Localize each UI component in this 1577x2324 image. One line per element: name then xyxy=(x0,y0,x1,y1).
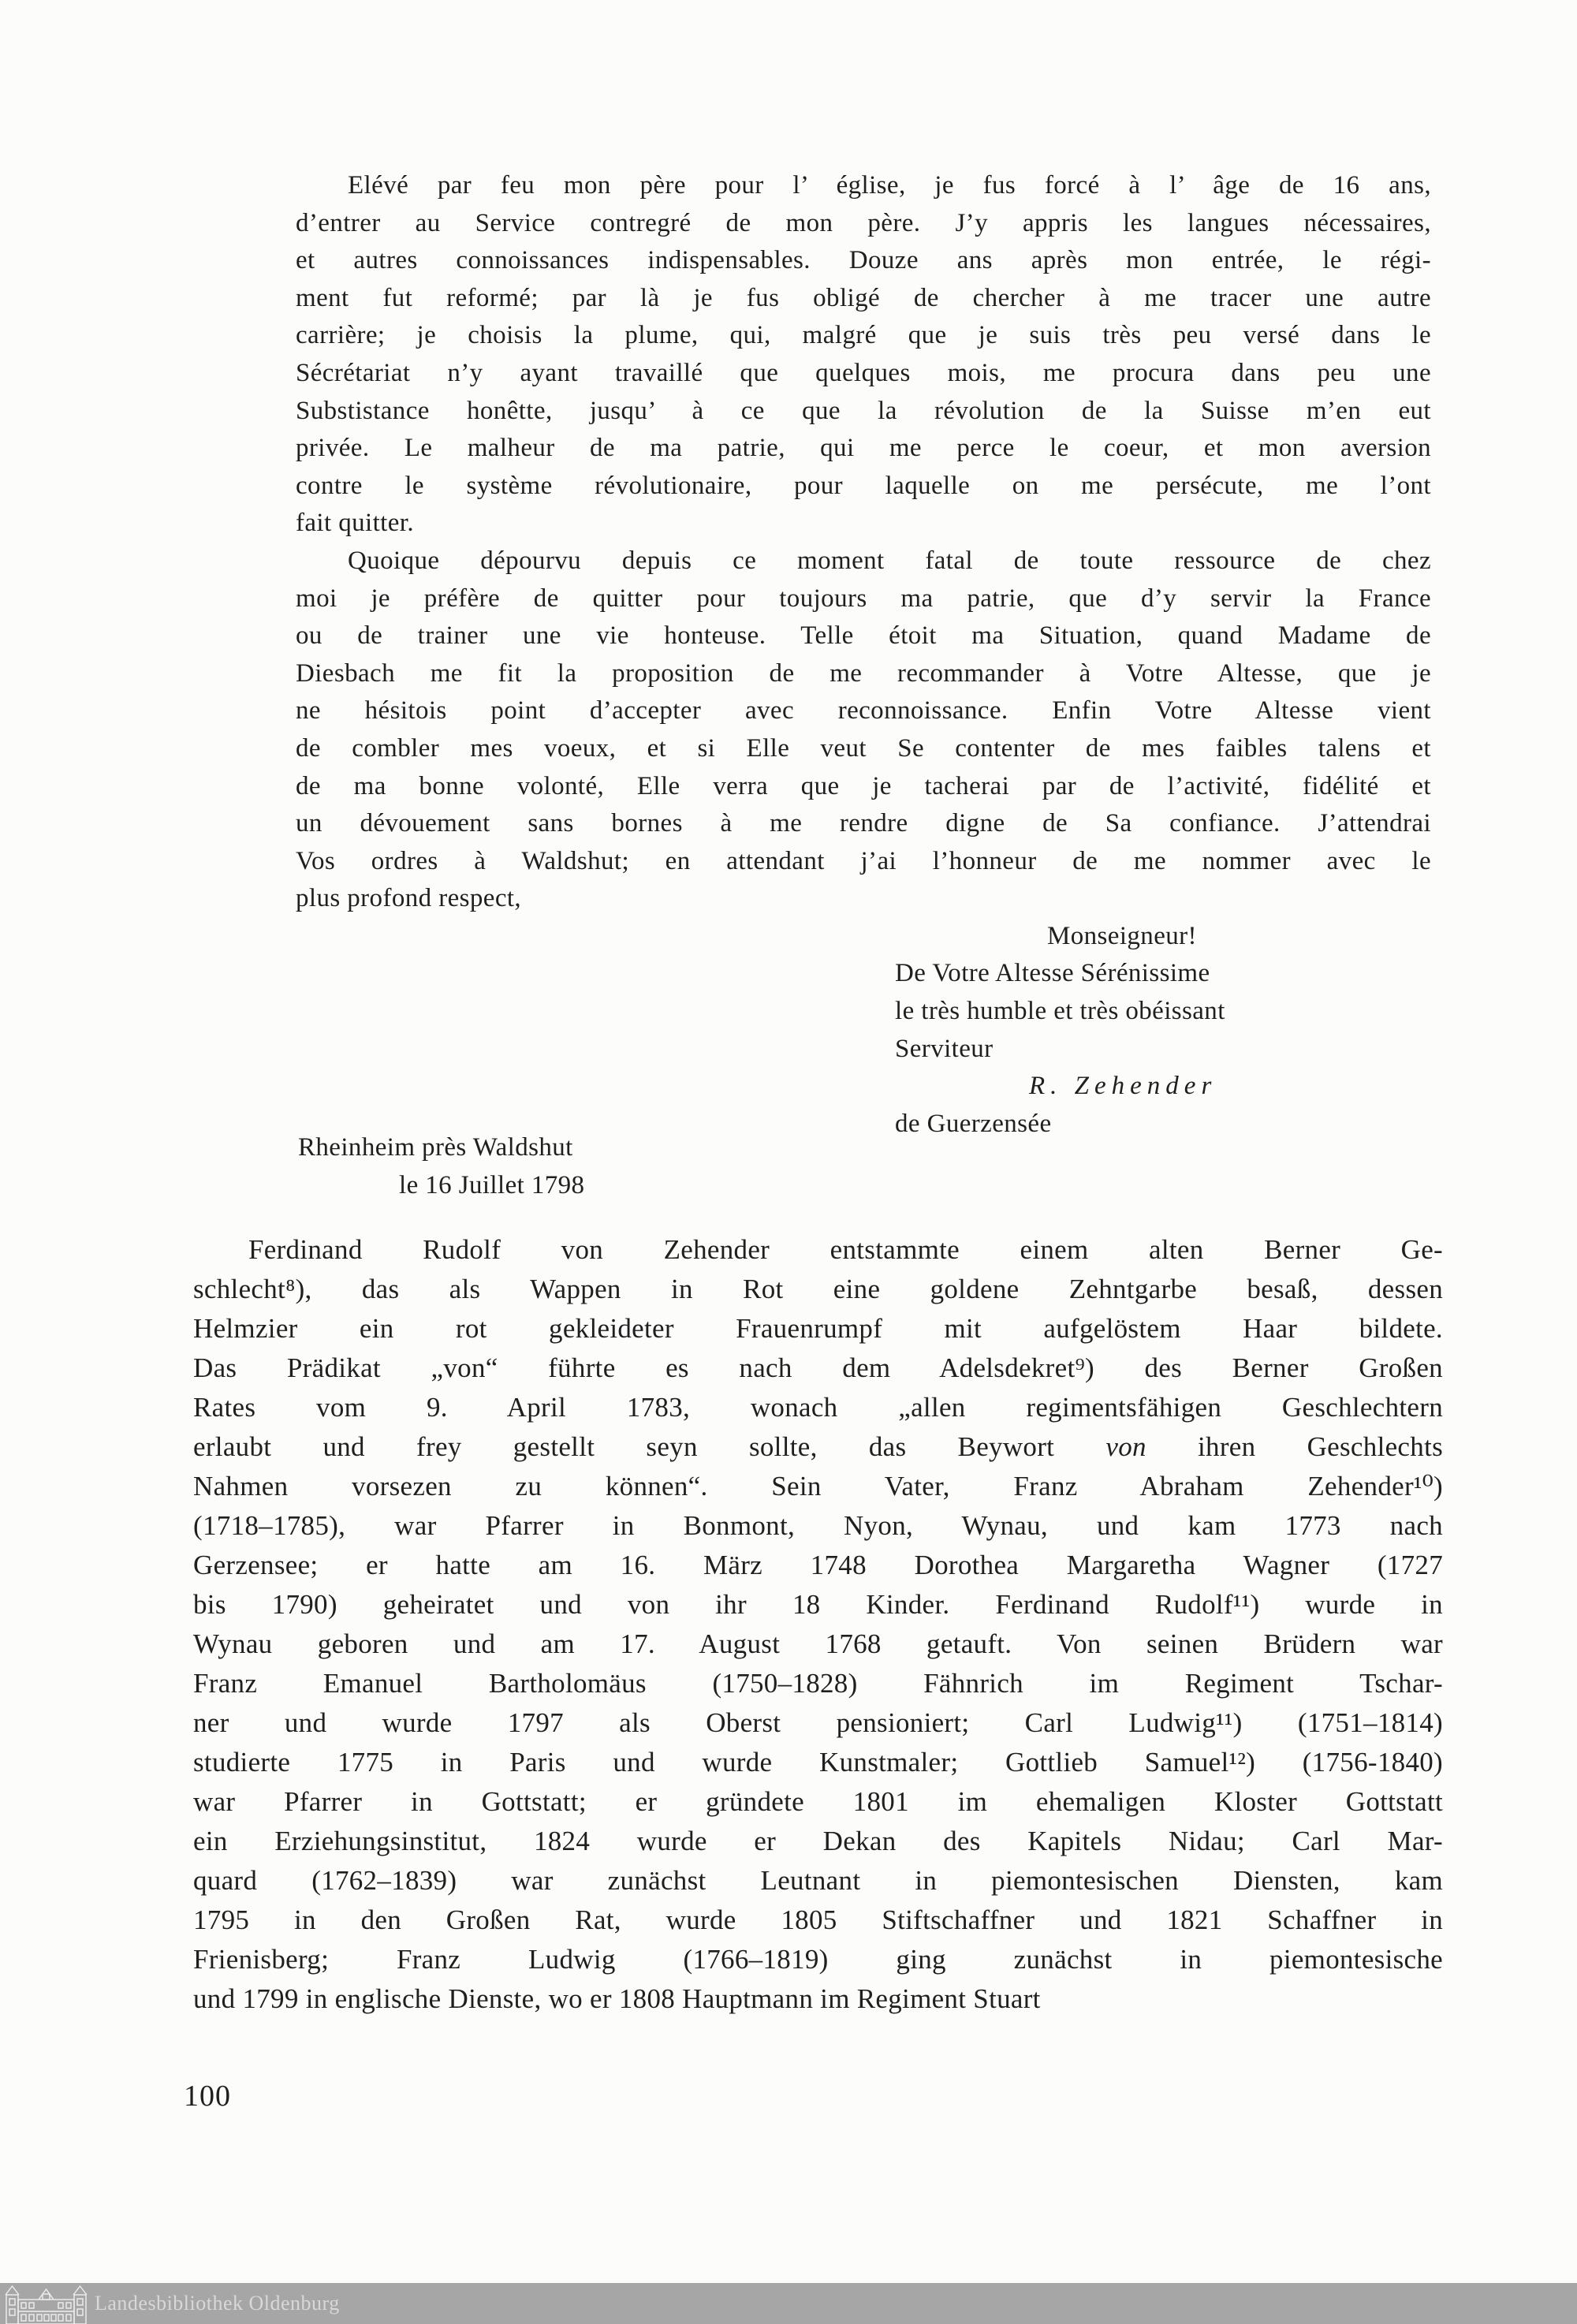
text-line: ne hésitois point d’accepter avec reconnoissance. Enfin Votre Altesse vient xyxy=(296,696,1431,726)
text-line: studierte 1775 in Paris und wurde Kunstmaler; Gottlieb Samuel¹²) (1756-1840) xyxy=(193,1747,1443,1778)
text-line: Das Prädikat „von“ führte es nach dem Adelsdekret⁹) des Berner Großen xyxy=(193,1352,1443,1383)
closing-line: Serviteur xyxy=(895,1034,994,1063)
text-line: et autres connoissances indispensables. Douze ans après mon entrée, le régi- xyxy=(296,246,1431,275)
text-line: (1718–1785), war Pfarrer in Bonmont, Nyon, Wynau, und kam 1773 nach xyxy=(193,1510,1443,1541)
text-line: un dévouement sans bornes à me rendre digne de Sa confiance. J’attendrai xyxy=(296,809,1431,838)
text-line: Elévé par feu mon père pour l’ église, je fus forcé à l’ âge de 16 ans, xyxy=(348,171,1431,200)
text-line: ner und wurde 1797 als Oberst pensioniert; Carl Ludwig¹¹) (1751–1814) xyxy=(193,1707,1443,1738)
library-name: Landesbibliothek Oldenburg xyxy=(95,2292,340,2315)
text-line: Sécrétariat n’y ayant travaillé que quelques mois, me procura dans peu une xyxy=(296,358,1431,387)
text-line: Vos ordres à Waldshut; en attendant j’ai l’honneur de me nommer avec le xyxy=(296,846,1431,875)
letter-body xyxy=(296,167,1431,1143)
text-line: 1795 in den Großen Rat, wurde 1805 Stiftschaffner und 1821 Schaffner in xyxy=(193,1904,1443,1935)
text-line: carrière; je choisis la plume, qui, malgré que je suis très peu versé dans le xyxy=(296,321,1431,350)
text-line: moi je préfère de quitter pour toujours ma patrie, que d’y servir la France xyxy=(296,584,1431,613)
text-line: Gerzensee; er hatte am 16. März 1748 Dorothea Margaretha Wagner (1727 xyxy=(193,1550,1443,1580)
footer-bar xyxy=(0,2283,1577,2324)
text-line: de ma bonne volonté, Elle verra que je tacherai par de l’activité, fidélité et xyxy=(296,771,1431,800)
letter-paragraph-2 xyxy=(296,543,1431,918)
text-line: de combler mes voeux, et si Elle veut Se contenter de mes faibles talens et xyxy=(296,733,1431,763)
text-line: Ferdinand Rudolf von Zehender entstammte einem alten Berner Ge- xyxy=(248,1234,1443,1265)
text-line: ment fut reformé; par là je fus obligé de chercher à me tracer une autre xyxy=(296,283,1431,312)
dateline-place: Rheinheim près Waldshut xyxy=(298,1133,573,1162)
letter-dateline xyxy=(298,1129,584,1204)
library-building-icon xyxy=(5,2285,88,2324)
text-line: ein Erziehungsinstitut, 1824 wurde er Dekan des Kapitels Nidau; Carl Mar- xyxy=(193,1826,1443,1856)
text-line: ou de trainer une vie honteuse. Telle étoit ma Situation, quand Madame de xyxy=(296,621,1431,651)
letter-paragraph-1 xyxy=(296,167,1431,543)
signature-origin: de Guerzensée xyxy=(895,1109,1052,1138)
text-line: plus profond respect, xyxy=(296,884,522,913)
closing-line: le très humble et très obéissant xyxy=(895,997,1225,1026)
text-line: Rates vom 9. April 1783, wonach „allen regimentsfähigen Geschlechtern xyxy=(193,1392,1443,1423)
text-line: bis 1790) geheiratet und von ihr 18 Kinder. Ferdinand Rudolf¹¹) wurde in xyxy=(193,1589,1443,1620)
text-line: fait quitter. xyxy=(296,509,414,538)
text-line: d’entrer au Service contregré de mon père. J’y appris les langues nécessaires, xyxy=(296,208,1431,237)
closing-salutation: Monseigneur! xyxy=(1047,921,1197,950)
signature: R. Zehender xyxy=(1029,1072,1217,1101)
text-line: erlaubt und frey gestellt seyn sollte, das Beywort von ihren Geschlechts xyxy=(193,1431,1444,1462)
text-line: Franz Emanuel Bartholomäus (1750–1828) Fähnrich im Regiment Tschar- xyxy=(193,1668,1443,1699)
text-line: und 1799 in englische Dienste, wo er 1808 Hauptmann im Regiment Stuart xyxy=(193,1983,1041,2014)
text-line: quard (1762–1839) war zunächst Leutnant in piemontesischen Diensten, kam xyxy=(193,1865,1443,1896)
text-line: Quoique dépourvu depuis ce moment fatal de toute ressource de chez xyxy=(348,546,1431,575)
text-line: Nahmen vorsezen zu können“. Sein Vater, Franz Abraham Zehender¹⁰) xyxy=(193,1471,1443,1501)
text-line: Wynau geboren und am 17. August 1768 getauft. Von seinen Brüdern war xyxy=(193,1628,1443,1659)
closing-line: De Votre Altesse Sérénissime xyxy=(895,959,1210,988)
text-line: Substistance honêtte, jusqu’ à ce que la révolution de la Suisse m’en eut xyxy=(296,396,1431,425)
text-line: privée. Le malheur de ma patrie, qui me perce le coeur, et mon aversion xyxy=(296,434,1431,463)
page-number: 100 xyxy=(184,2080,231,2113)
text-line: Frienisberg; Franz Ludwig (1766–1819) ging zunächst in piemontesische xyxy=(193,1944,1443,1975)
biography-paragraph xyxy=(193,1230,1443,2019)
text-line: war Pfarrer in Gottstatt; er gründete 1801 im ehemaligen Kloster Gottstatt xyxy=(193,1786,1443,1817)
letter-closing xyxy=(895,918,1431,1143)
dateline-date: le 16 Juillet 1798 xyxy=(399,1170,585,1199)
text-line: contre le système révolutionaire, pour laquelle on me persécute, me l’ont xyxy=(296,471,1431,500)
text-line: schlecht⁸), das als Wappen in Rot eine goldene Zehntgarbe besaß, dessen xyxy=(193,1274,1443,1304)
text-line: Diesbach me fit la proposition de me recommander à Votre Altesse, que je xyxy=(296,658,1431,688)
text-line: Helmzier ein rot gekleideter Frauenrumpf mit aufgelöstem Haar bildete. xyxy=(193,1313,1443,1344)
